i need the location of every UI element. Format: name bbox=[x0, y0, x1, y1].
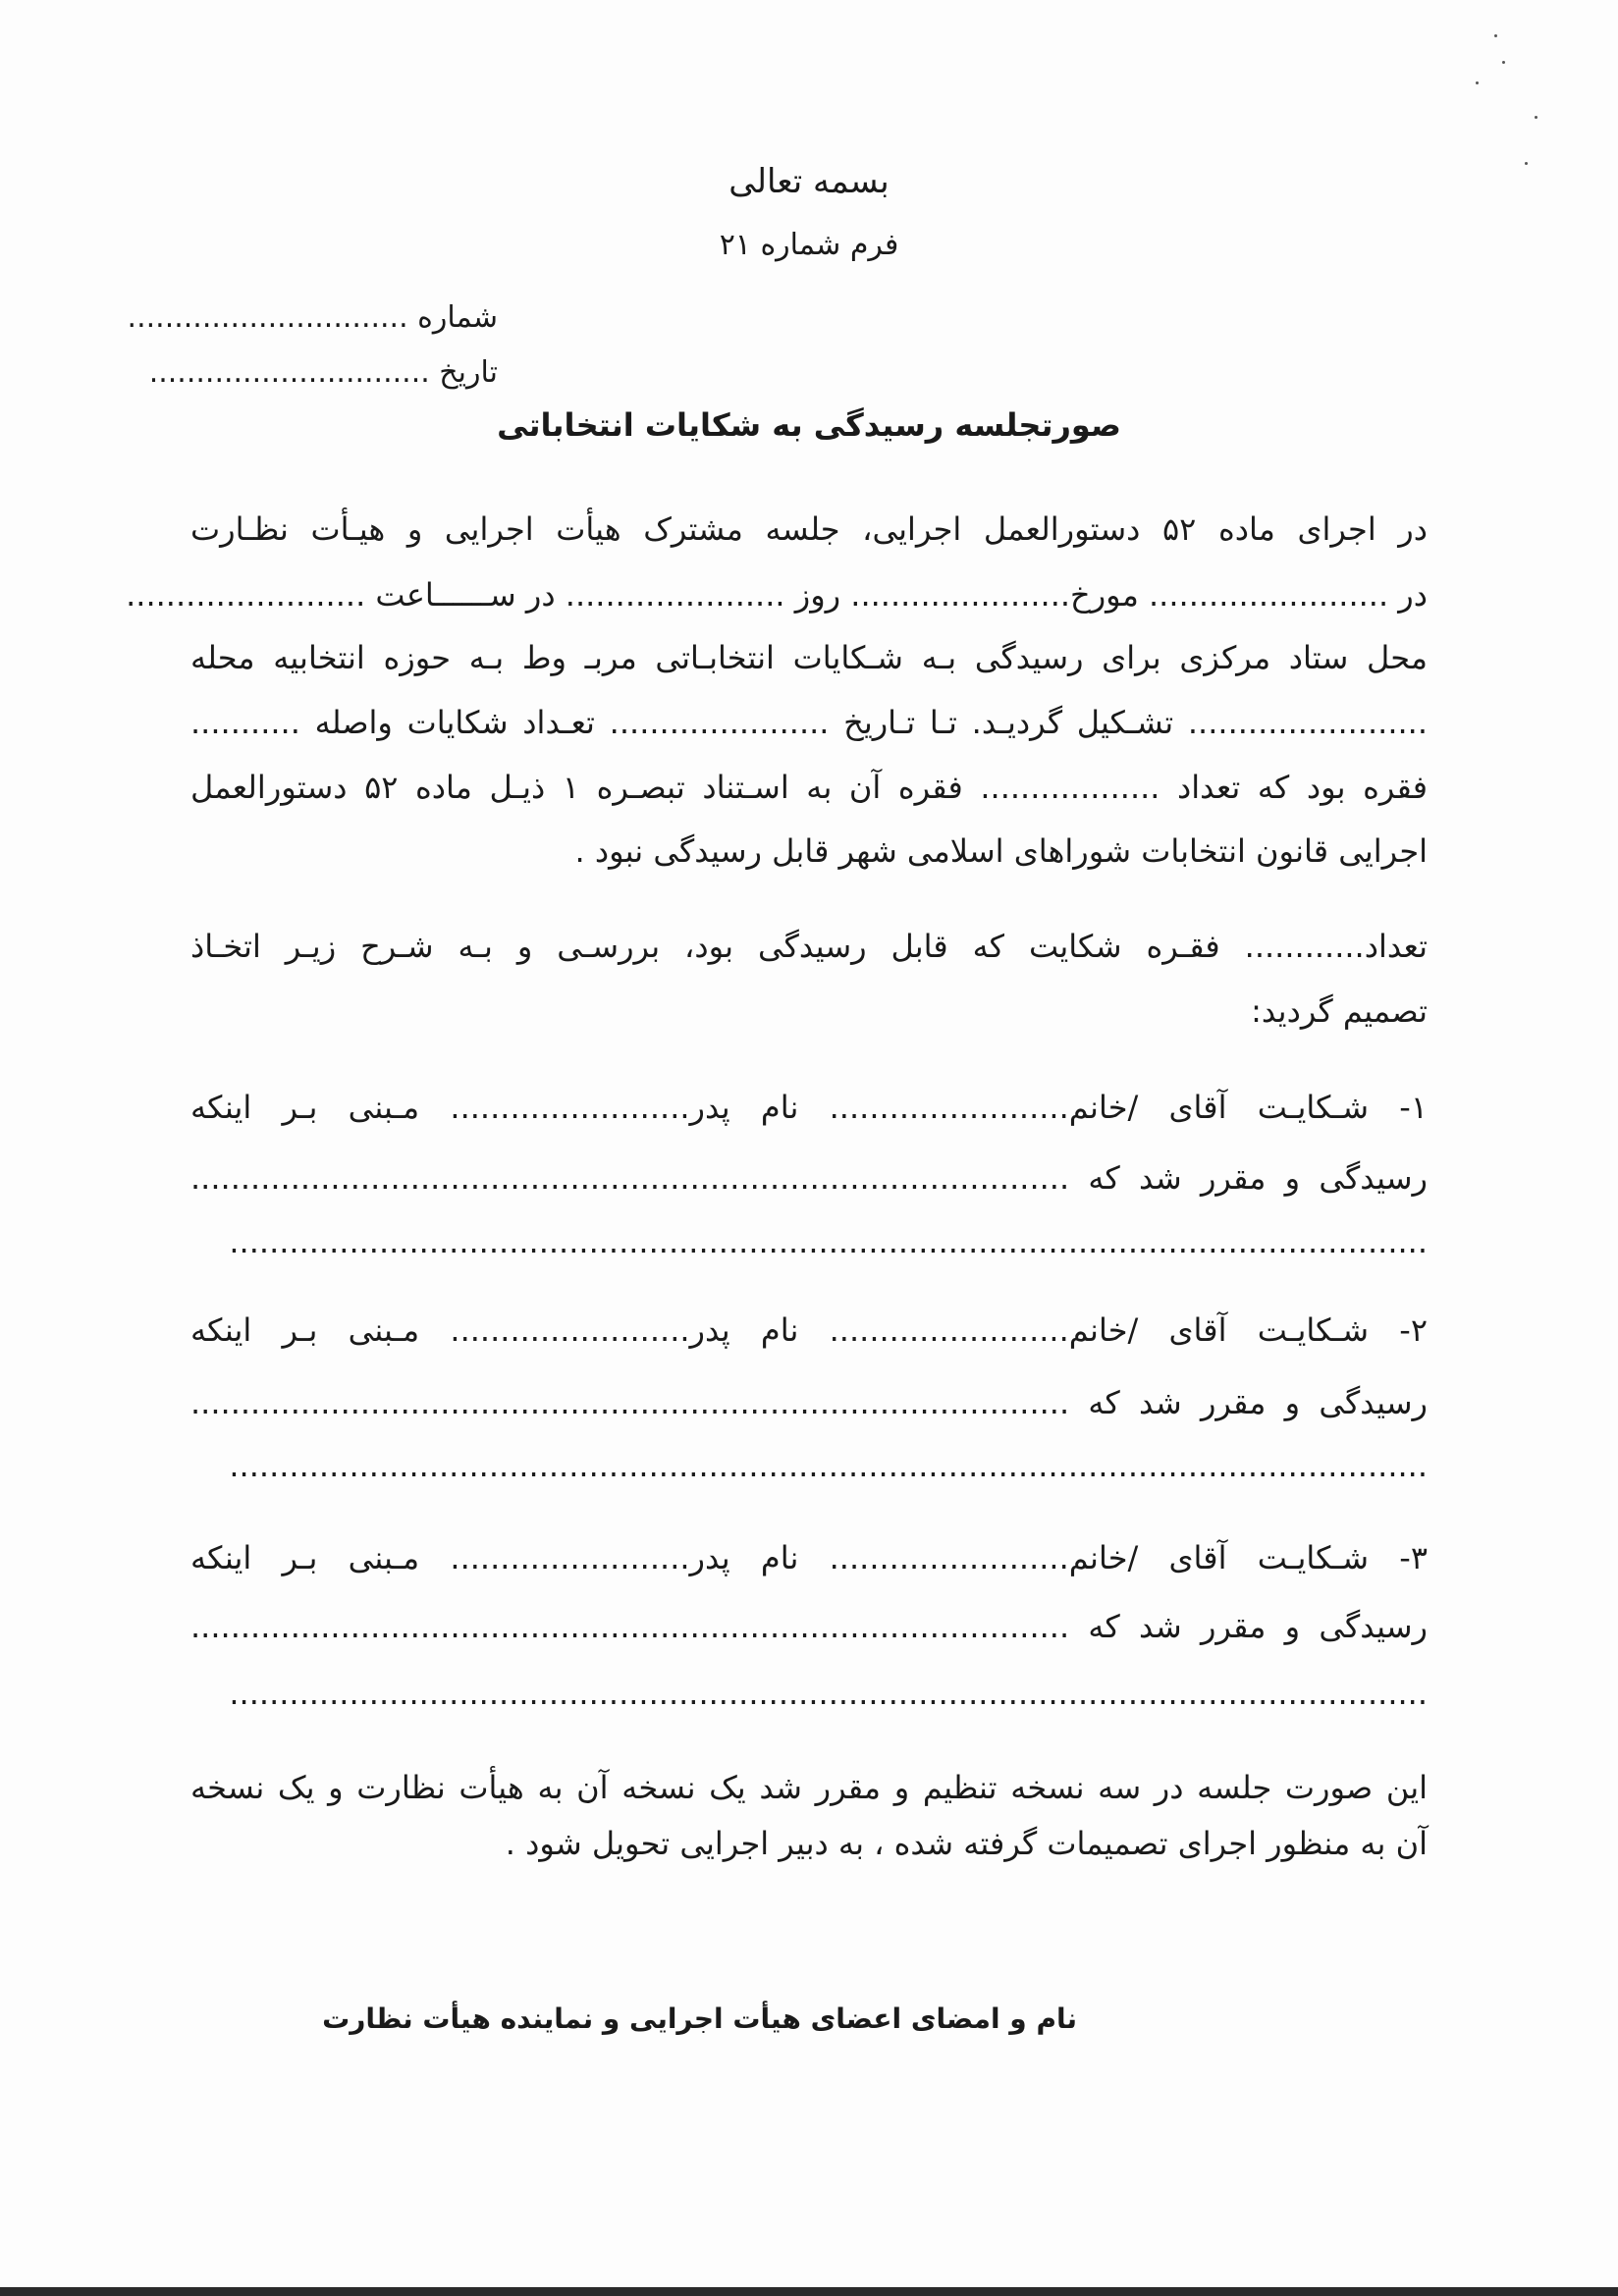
form-number: فرم شماره ۲۱ bbox=[719, 228, 899, 262]
complaint-line: رسیدگی و مقرر شد که ........................................................................................ bbox=[190, 1384, 1428, 1421]
complaint-line: ۲- شـکایـت آقای /خانم........................ نام پدر........................ مـبنی بـر اینکه bbox=[190, 1311, 1428, 1349]
complaint-line: ۱- شـکایـت آقای /خانم........................ نام پدر........................ مـبنی بـر اینکه bbox=[190, 1089, 1428, 1126]
invocation-heading: بسمه تعالی bbox=[728, 162, 890, 201]
paragraph-line: این صورت جلسه در سه نسخه تنظیم و مقرر شد یک نسخه آن به هیأت نظارت و یک نسخه bbox=[190, 1769, 1428, 1806]
complaint-blank-line: ........................................................................................................................ bbox=[229, 1447, 1428, 1484]
complaint-blank-line: ........................................................................................................................ bbox=[229, 1675, 1428, 1712]
complaint-line: ۳- شـکایـت آقای /خانم........................ نام پدر........................ مـبنی بـر اینکه bbox=[190, 1539, 1428, 1576]
paragraph-line: فقره بود که تعداد .................. فقره آن به اسـتناد تبصـره ۱ ذیـل ماده ۵۲ دستورالعمل bbox=[190, 769, 1429, 806]
scan-speck bbox=[1476, 81, 1479, 84]
number-field: شماره .............................. bbox=[127, 300, 498, 335]
scan-speck bbox=[1494, 34, 1497, 37]
date-field: تاریخ .............................. bbox=[148, 355, 498, 390]
paragraph-line: محل ستاد مرکزی برای رسیدگی بـه شـکایات انتخابـاتی مربـ وط بـه حوزه انتخابیه محله bbox=[190, 639, 1428, 676]
document-title: صورتجلسه رسیدگی به شکایات انتخاباتی bbox=[497, 406, 1121, 444]
paragraph-line: در اجرای ماده ۵۲ دستورالعمل اجرایی، جلسه مشترک هیأت اجرایی و هیـأت نظـارت bbox=[190, 510, 1429, 548]
complaint-line: رسیدگی و مقرر شد که ........................................................................................ bbox=[190, 1608, 1428, 1645]
scan-speck bbox=[1535, 116, 1537, 119]
scan-speck bbox=[1525, 162, 1528, 165]
signature-line: نام و امضای اعضای هیأت اجرایی و نماینده هیأت نظارت bbox=[322, 2002, 1077, 2035]
scan-speck bbox=[1502, 61, 1505, 64]
paragraph-line: اجرایی قانون انتخابات شوراهای اسلامی شهر قابل رسیدگی نبود . bbox=[574, 832, 1428, 870]
complaint-line: رسیدگی و مقرر شد که ........................................................................................ bbox=[190, 1159, 1428, 1197]
paragraph-line: در ........................ مورخ...................... روز ...................... در ســــــاعت ........................ bbox=[126, 576, 1428, 614]
paragraph-line: تصمیم گردید: bbox=[1251, 992, 1428, 1030]
paragraph-line: آن به منظور اجرای تصمیمات گرفته شده ، به دبیر اجرایی تحویل شود . bbox=[505, 1825, 1428, 1862]
complaint-blank-line: ........................................................................................................................ bbox=[229, 1223, 1428, 1260]
scan-edge-strip bbox=[0, 2287, 1618, 2296]
paragraph-line: ........................ تشـکیل گردیـد. تـا تـاریخ ...................... تعـداد شکایات واصله ........... bbox=[190, 704, 1428, 741]
paragraph-line: تعداد............ فقـره شکایت که قابل رسیدگی بود، بررسـی و بـه شـرح زیـر اتخـاذ bbox=[190, 928, 1428, 965]
